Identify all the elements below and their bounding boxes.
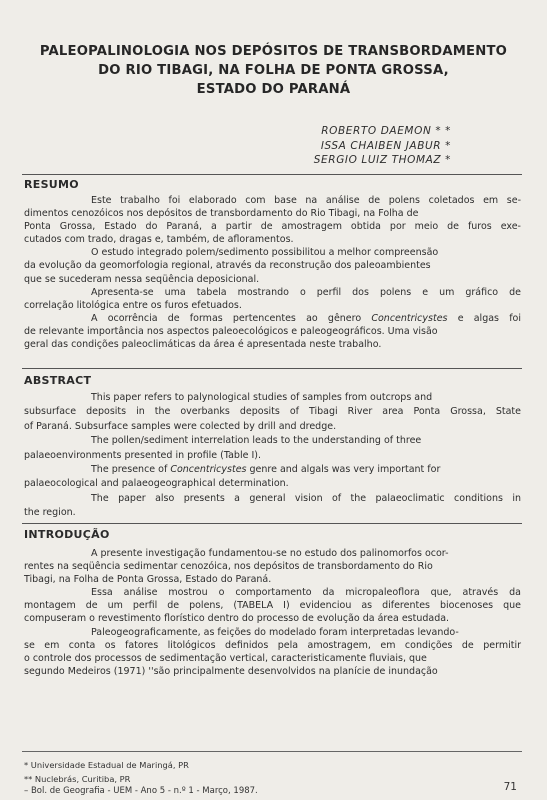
text-line: Essa análise mostrou o comportamento da micropaleoflora que, através da <box>91 587 521 599</box>
text-line: geral das condições paleoclimáticas da área é apresentada neste trabalho. <box>24 339 382 351</box>
page-number: 71 <box>503 781 517 793</box>
text-line: subsurface deposits in the overbanks deposits of Tibagi River area Ponta Grossa, State <box>24 406 521 418</box>
text-line: rentes na seqüência sedimentar cenozóica, nos depósitos de transbordamento do Rio <box>24 561 433 573</box>
footnote-divider <box>22 751 522 752</box>
text-line: dimentos cenozóicos nos depósitos de transbordamento do Rio Tibagi, na Folha de <box>24 208 419 220</box>
text-line: Ponta Grossa, Estado do Paraná, a partir de amostragem obtida por meio de furos exe- <box>24 221 521 233</box>
text-line: O estudo integrado polem/sedimento possibilitou a melhor compreensão <box>91 247 439 259</box>
text-line: o controle dos processos de sedimentação vertical, caracteristicamente fluviais, que <box>24 652 427 664</box>
text-line: se em conta os fatores litológicos definidos pela amostragem, em condições de permitir <box>24 639 521 651</box>
text-line: Este trabalho foi elaborado com base na análise de polens coletados em se- <box>91 195 521 206</box>
section-divider <box>22 368 522 369</box>
introducao-heading: INTRODUÇÃO <box>24 528 110 541</box>
footnote-2: ** Nuclebrás, Curitiba, PR <box>24 774 131 784</box>
text-line: of Paraná. Subsurface samples were colected by drill and dredge. <box>24 420 337 432</box>
text-line: the region. <box>24 507 76 519</box>
text-line: Apresenta-se uma tabela mostrando o perfil dos polens e um gráfico de <box>91 286 521 298</box>
title-line-1: PALEOPALINOLOGIA NOS DEPÓSITOS DE TRANSBORDAMENTO <box>39 44 508 59</box>
text-line: de relevante importância nos aspectos paleoecológicos e paleogeográficos. Uma visão <box>24 325 438 337</box>
text-line: A presente investigação fundamentou-se no estudo dos palinomorfos ocor- <box>91 548 449 559</box>
author-3: SERGIO LUIZ THOMAZ * <box>313 154 451 166</box>
text-line: palaeoenvironments presented in profile (Table I). <box>24 449 261 461</box>
text-line: montagem de um perfil de polens, (TABELA I) evidenciou as diferentes biocenoses que <box>24 600 521 612</box>
text-line: compuseram o revestimento florístico dentro do processo de evolução da área estudada. <box>24 613 450 625</box>
text-line: da evolução da geomorfologia regional, através da reconstrução dos paleoambientes <box>24 260 431 272</box>
text-line: This paper refers to palynological studies of samples from outcrops and <box>91 392 433 403</box>
resumo-body <box>24 194 521 351</box>
introducao-body <box>24 547 521 678</box>
text-line: The pollen/sediment interrelation leads to the understanding of three <box>91 435 422 447</box>
text-line: The paper also presents a general vision of the palaeoclimatic conditions in <box>91 492 521 504</box>
genus-name: Concentricystes <box>170 464 247 476</box>
section-divider <box>22 174 522 175</box>
resumo-heading: RESUMO <box>24 178 79 191</box>
author-2: ISSA CHAIBEN JABUR * <box>320 139 451 152</box>
abstract-body <box>24 391 521 521</box>
article-title <box>20 42 527 99</box>
text-line: The presence of Concentricystes genre and algals was very important for <box>91 464 441 476</box>
footnote-1: * Universidade Estadual de Maringá, PR <box>24 760 189 770</box>
section-divider <box>22 523 522 524</box>
text-line: cutados com trado, dragas e, também, de afloramentos. <box>24 234 294 246</box>
title-line-2: DO RIO TIBAGI, NA FOLHA DE PONTA GROSSA, <box>98 63 449 78</box>
author-1: ROBERTO DAEMON * * <box>321 125 451 137</box>
author-list <box>314 124 451 168</box>
text-line: Paleogeograficamente, as feições do modelado foram interpretadas levando- <box>91 626 459 638</box>
text-line: A ocorrência de formas pertencentes ao gênero Concentricystes e algas foi <box>91 312 521 324</box>
title-line-3: ESTADO DO PARANÁ <box>196 82 351 97</box>
text-line: Tibagi, na Folha de Ponta Grossa, Estado do Paraná. <box>24 574 272 586</box>
affiliation-footnotes <box>24 758 189 786</box>
text-line: segundo Medeiros (1971) ''são principalmente desenvolvidos na planície de inundação <box>24 665 438 677</box>
text-line: palaeocological and palaeogeographical determination. <box>24 478 289 490</box>
text-line: correlação litológica entre os furos efetuados. <box>24 299 242 311</box>
genus-name: Concentricystes <box>371 312 448 324</box>
abstract-heading: ABSTRACT <box>24 374 92 387</box>
text-line: que se sucederam nessa seqüência deposicional. <box>24 273 260 285</box>
journal-footer: – Bol. de Geografia - UEM - Ano 5 - n.º 1 - Março, 1987. <box>24 786 258 796</box>
